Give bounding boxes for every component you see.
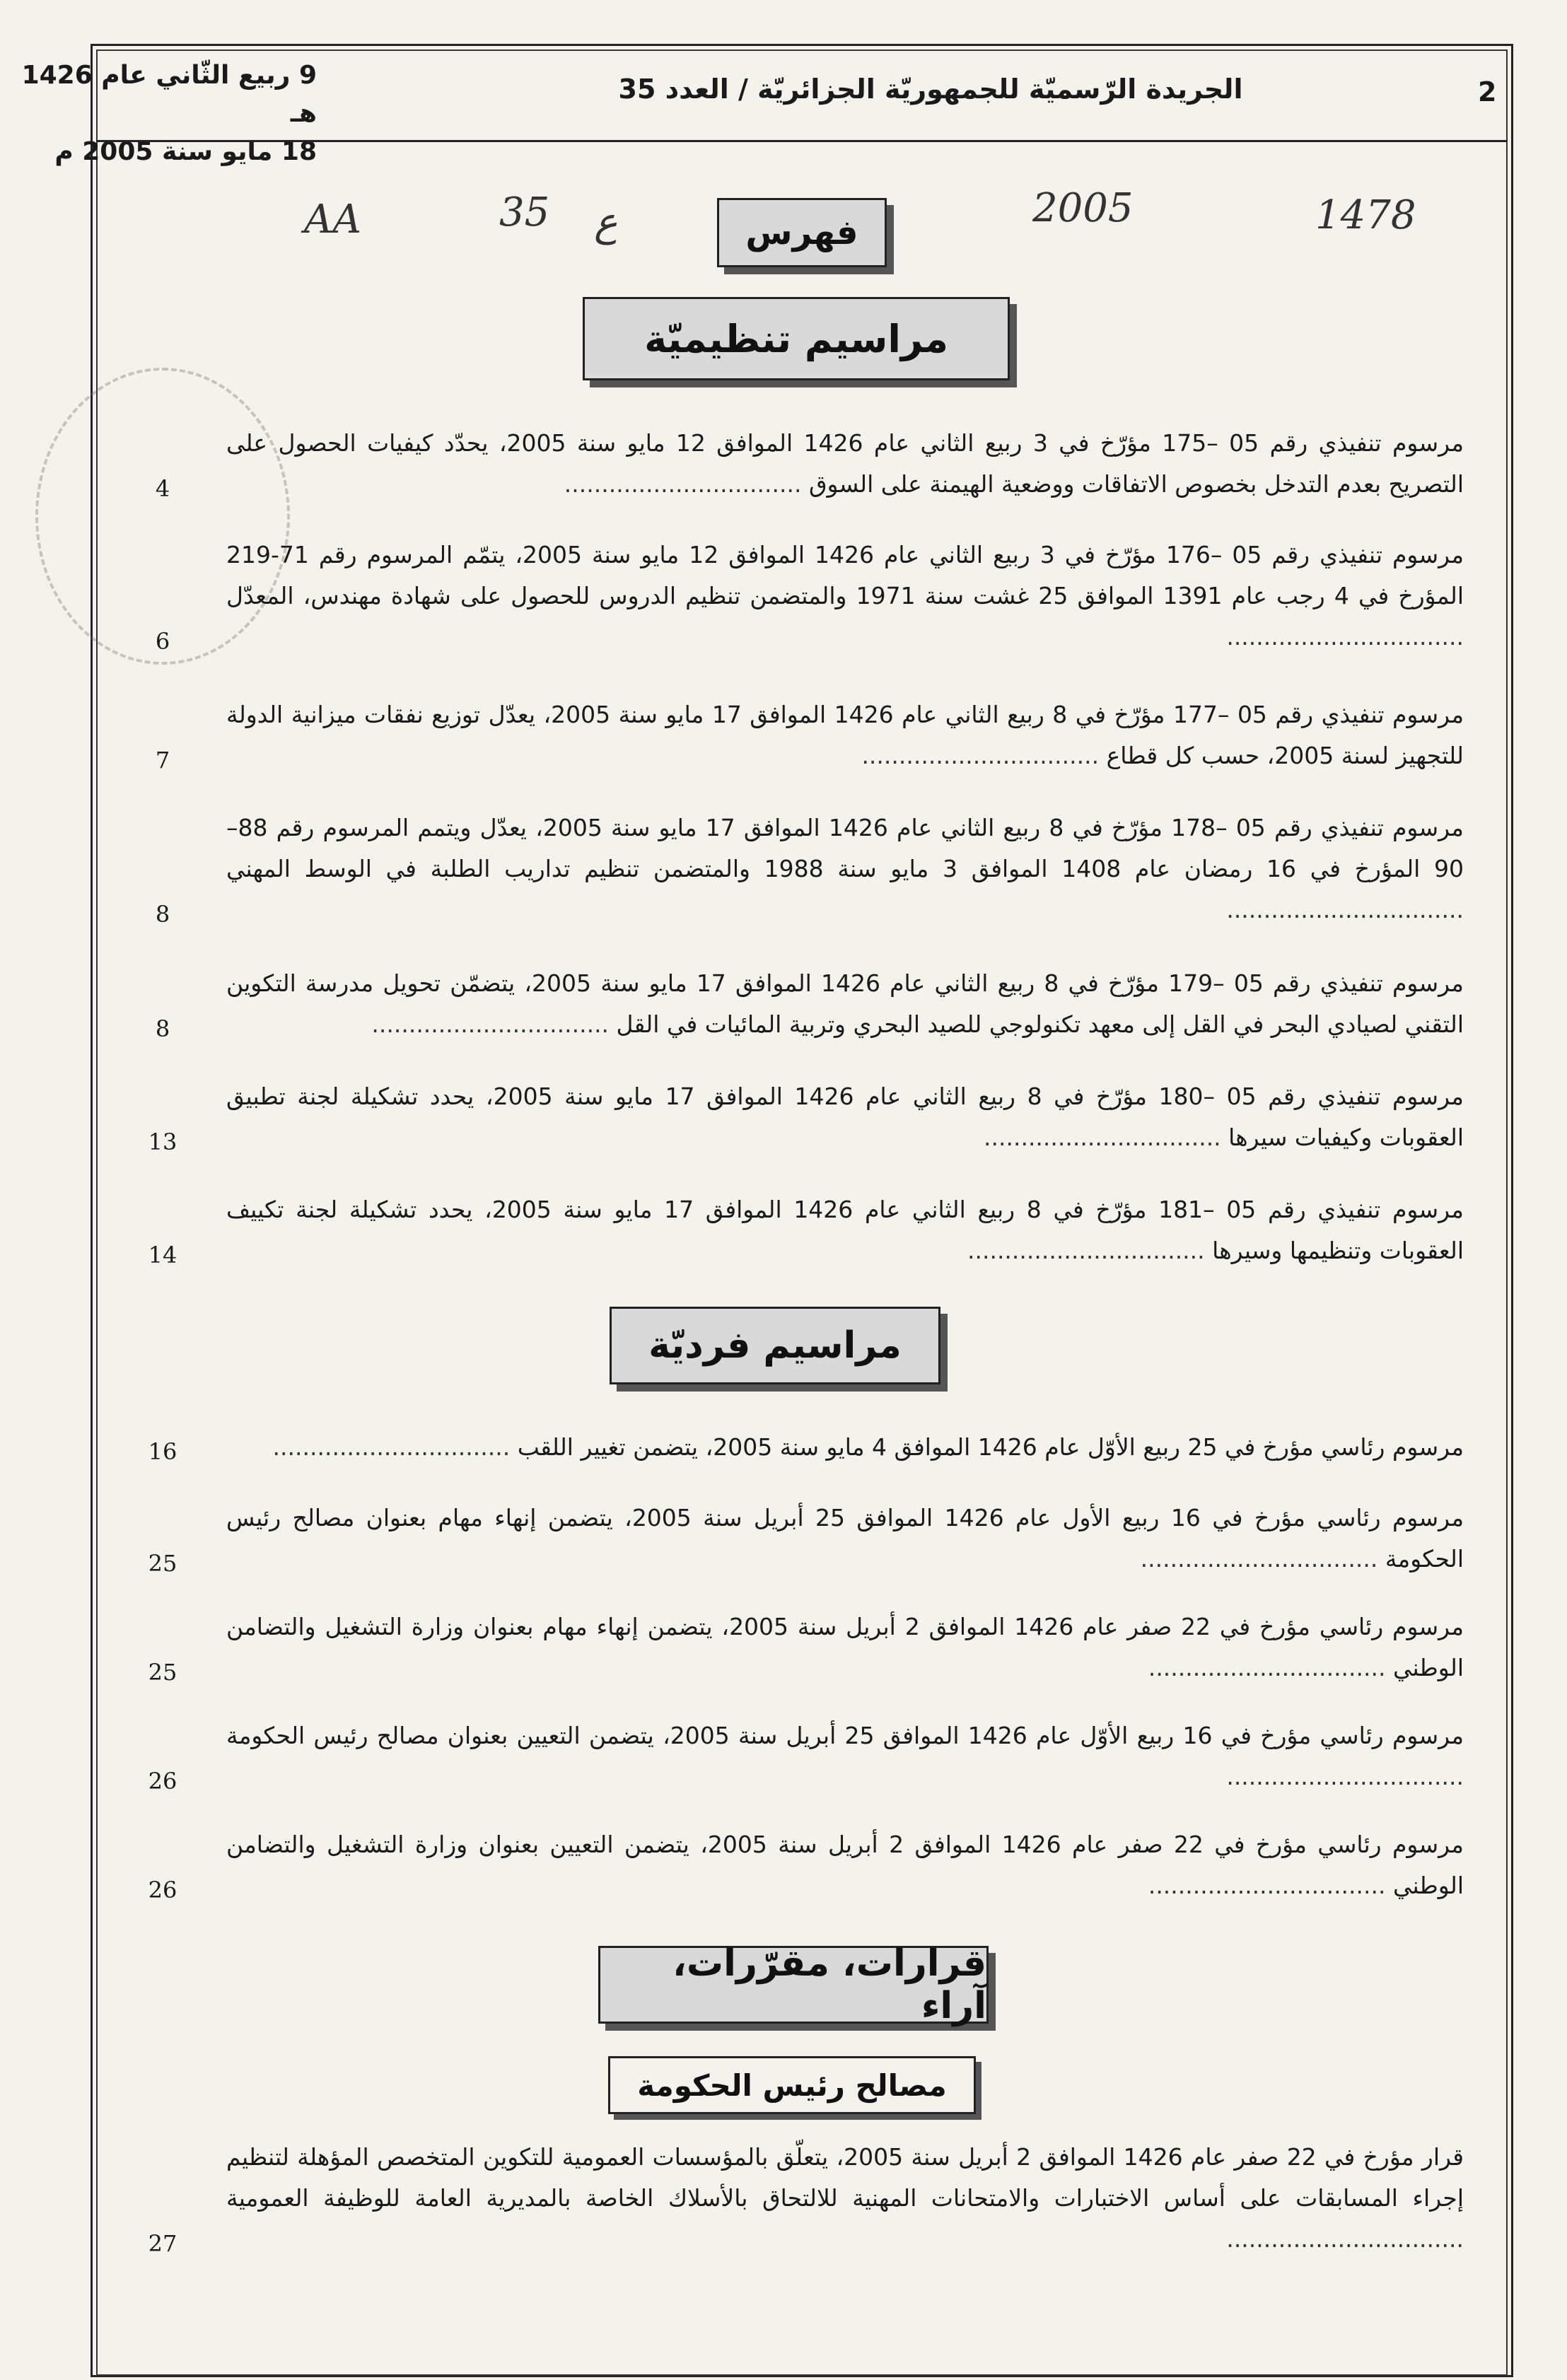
page-number: 2 [1478, 76, 1497, 107]
decisions-heading: قرارات، مقرّرات، آراء [598, 1946, 989, 2024]
list-item [120, 1498, 1464, 1580]
leader-dots: ................................ [1148, 1872, 1386, 1899]
entry-text: مرسوم تنفيذي رقم 05 –179 مؤرّخ في 8 ربيع الثاني عام 1426 الموافق 17 مايو سنة 2005، يتضمّن تحويل مدرسة التكوين التقني لصيادي البحر في القل إلى معهد تكنولوجي للصيد البحري وتربية المائيات في القل [226, 969, 1464, 1038]
leader-dots: ................................ [1140, 1545, 1378, 1573]
entry-text: مرسوم تنفيذي رقم 05 –181 مؤرّخ في 8 ربيع الثاني عام 1426 الموافق 17 مايو سنة 2005، يحدد تشكيلة لجنة تكييف العقوبات وتنظيمها وسيرها [226, 1196, 1464, 1264]
leader-dots: ................................ [984, 1124, 1221, 1151]
date-gregorian: 18 مايو سنة 2005 م [54, 137, 317, 166]
handwritten-note: 1478 [1315, 192, 1416, 238]
list-item [120, 1606, 1464, 1688]
entry-page-number: 26 [148, 1768, 177, 1795]
entry-page-number: 6 [155, 628, 170, 655]
entry-text: مرسوم رئاسي مؤرخ في 22 صفر عام 1426 الموافق 2 أبريل سنة 2005، يتضمن التعيين بعنوان وزارة التشغيل والتضامن الوطني [226, 1831, 1464, 1899]
leader-dots: ................................ [1226, 1763, 1464, 1790]
list-item [120, 1189, 1464, 1271]
list-item [120, 1427, 1464, 1468]
entry-page-number: 25 [148, 1550, 177, 1577]
entry-text: مرسوم تنفيذي رقم 05 –176 مؤرّخ في 3 ربيع الثاني عام 1426 الموافق 12 مايو سنة 2005، يتمّم المرسوم رقم 71-219 المؤرخ في 4 رجب عام 1391 الموافق 25 غشت سنة 1971 والمتضمن تنظيم الدروس للحصول على شهادة مهندس، المعدّل [226, 541, 1464, 609]
entry-text: مرسوم تنفيذي رقم 05 –180 مؤرّخ في 8 ربيع الثاني عام 1426 الموافق 17 مايو سنة 2005، يحدد تشكيلة لجنة تطبيق العقوبات وكيفيات سيرها [226, 1083, 1464, 1151]
leader-dots: ................................ [564, 470, 802, 498]
entry-page-number: 25 [148, 1659, 177, 1686]
handwritten-note: 2005 [1032, 185, 1134, 231]
entry-page-number: 14 [148, 1242, 177, 1268]
entry-text: مرسوم رئاسي مؤرخ في 16 ربيع الأول عام 1426 الموافق 25 أبريل سنة 2005، يتضمن إنهاء مهام بعنوان مصالح رئيس الحكومة [226, 1504, 1464, 1573]
leader-dots: ................................ [272, 1433, 511, 1461]
regulatory-decrees-heading: مراسيم تنظيميّة [583, 297, 1010, 380]
handwritten-note: AA [304, 197, 361, 243]
gov-head-services-heading: مصالح رئيس الحكومة [608, 2056, 976, 2114]
handwritten-note: ع [594, 199, 618, 245]
list-item [120, 807, 1464, 931]
leader-dots: ................................ [967, 1237, 1205, 1264]
entry-page-number: 8 [155, 1015, 170, 1042]
index-heading: فهرس [717, 198, 887, 267]
entry-text: مرسوم رئاسي مؤرخ في 25 ربيع الأوّل عام 1426 الموافق 4 مايو سنة 2005، يتضمن تغيير اللقب [517, 1433, 1464, 1461]
list-item [120, 423, 1464, 505]
entry-page-number: 26 [148, 1877, 177, 1903]
list-item [120, 1715, 1464, 1797]
list-item [120, 1824, 1464, 1906]
entry-page-number: 27 [148, 2230, 177, 2257]
leader-dots: ................................ [1226, 2225, 1464, 2253]
issue-date [6, 57, 317, 171]
leader-dots: ................................ [1148, 1654, 1386, 1681]
leader-dots: ................................ [371, 1010, 610, 1038]
leader-dots: ................................ [861, 742, 1100, 769]
header-rule [96, 140, 1508, 142]
entry-text: مرسوم تنفيذي رقم 05 –177 مؤرّخ في 8 ربيع الثاني عام 1426 الموافق 17 مايو سنة 2005، يعدّل توزيع نفقات ميزانية الدولة للتجهيز لسنة 2005، حسب كل قطاع [226, 701, 1464, 769]
individual-decrees-heading: مراسيم فرديّة [610, 1307, 940, 1384]
handwritten-note: 35 [499, 189, 550, 235]
list-item [120, 694, 1464, 776]
leader-dots: ................................ [1226, 896, 1464, 923]
entry-page-number: 7 [155, 747, 170, 774]
list-item [120, 535, 1464, 658]
entry-text: مرسوم تنفيذي رقم 05 –175 مؤرّخ في 3 ربيع الثاني عام 1426 الموافق 12 مايو سنة 2005، يحدّد كيفيات الحصول على التصريح بعدم التدخل بخصوص الاتفاقات ووضعية الهيمنة على السوق [226, 429, 1464, 498]
date-hijri: 9 ربيع الثّاني عام 1426 هـ [21, 61, 317, 128]
entry-text: قرار مؤرخ في 22 صفر عام 1426 الموافق 2 أبريل سنة 2005، يتعلّق بالمؤسسات العمومية للتكوين المتخصص المؤهلة لتنظيم إجراء المسابقات على أساس الاختبارات والامتحانات المهنية للالتحاق بالأسلاك الخاصة بالمديرية العامة للوظيفة العمومية [226, 2143, 1464, 2212]
entry-page-number: 4 [155, 475, 170, 502]
entry-page-number: 13 [148, 1128, 177, 1155]
list-item [120, 1076, 1464, 1158]
list-item [120, 963, 1464, 1045]
leader-dots: ................................ [1226, 623, 1464, 651]
list-item [120, 2137, 1464, 2260]
entry-text: مرسوم رئاسي مؤرخ في 16 ربيع الأوّل عام 1426 الموافق 25 أبريل سنة 2005، يتضمن التعيين بعنوان مصالح رئيس الحكومة [226, 1722, 1464, 1749]
journal-title: الجريدة الرّسميّة للجمهوريّة الجزائريّة / العدد 35 [618, 74, 1243, 105]
entry-page-number: 8 [155, 901, 170, 928]
entry-text: مرسوم رئاسي مؤرخ في 22 صفر عام 1426 الموافق 2 أبريل سنة 2005، يتضمن إنهاء مهام بعنوان وزارة التشغيل والتضامن الوطني [226, 1613, 1464, 1681]
entry-text: مرسوم تنفيذي رقم 05 –178 مؤرّخ في 8 ربيع الثاني عام 1426 الموافق 17 مايو سنة 2005، يعدّل ويتمم المرسوم رقم 88–90 المؤرخ في 16 رمضان عام 1408 الموافق 3 مايو سنة 1988 والمتضمن تنظيم تداريب الطلبة في الوسط المهني [226, 814, 1464, 882]
entry-page-number: 16 [148, 1438, 177, 1465]
